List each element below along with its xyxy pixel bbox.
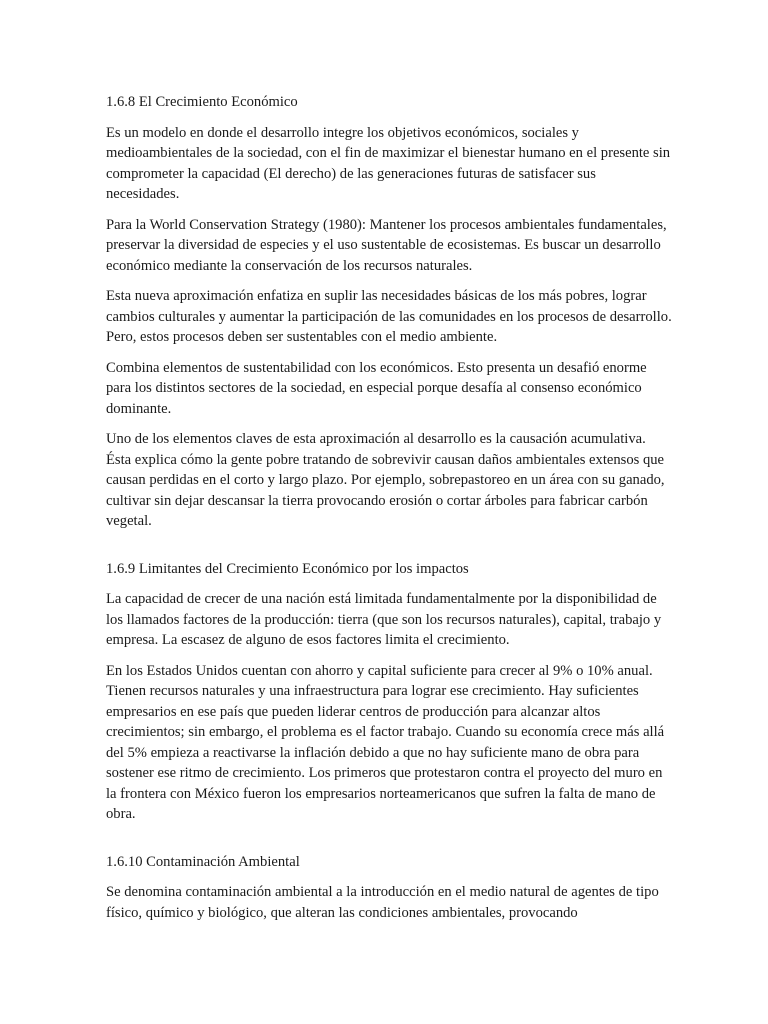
section-heading: 1.6.8 El Crecimiento Económico [106,94,298,110]
paragraph: Es un modelo en donde el desarrollo integre los objetivos económicos, sociales y medioambientales de la sociedad, con el fin de maximizar el bienestar humano en el presente sin comprometer la capacidad (El derecho) de las generaciones futuras de satisfacer sus necesidades. [106,124,671,202]
paragraph: La capacidad de crecer de una nación está limitada fundamentalmente por la disponibilidad de los llamados factores de la producción: tierra (que son los recursos naturales), capital, trabajo y empresa. La escasez de alguno de esos factores limita el crecimiento. [106,591,662,648]
paragraph: Para la World Conservation Strategy (1980): Mantener los procesos ambientales fundamentales, preservar la diversidad de especies y el uso sustentable de ecosistemas. Es buscar un desarrollo económico mediante la conservación de los recursos naturales. [106,216,667,274]
section-1-6-10 [106,852,672,924]
paragraph: Esta nueva aproximación enfatiza en suplir las necesidades básicas de los más pobres, lograr cambios culturales y aumentar la participación de las comunidades en los procesos de desarrollo. Pero, estos procesos deben ser sustentables con el medio ambiente. [106,288,672,345]
document-page [106,92,672,933]
section-heading: 1.6.10 Contaminación Ambiental [106,853,300,870]
paragraph: En los Estados Unidos cuentan con ahorro y capital suficiente para crecer al 9% o 10% anual. Tienen recursos naturales y una infraestructura para lograr ese crecimiento. Hay suficientes empresarios en ese país que pueden liderar centros de producción para alcanzar altos crecimientos; sin embargo, el problema es el factor trabajo. Cuando su economía crece más allá del 5% empieza a reactivarse la inflación debido a que no hay suficiente mano de obra para sostener ese ritmo de crecimiento. Los primeros que protestaron contra el proyecto del muro en la frontera con México fueron los empresarios norteamericanos que sufren la falta de mano de obra. [106,662,665,822]
paragraph: Combina elementos de sustentabilidad con los económicos. Esto presenta un desafió enorme para los distintos sectores de la sociedad, en especial porque desafía al consenso económico dominante. [106,359,647,417]
section-1-6-8 [106,92,672,532]
paragraph: Se denomina contaminación ambiental a la introducción en el medio natural de agentes de tipo físico, químico y biológico, que alteran las condiciones ambientales, provocando [106,884,659,921]
section-1-6-9 [106,559,672,825]
paragraph: Uno de los elementos claves de esta aproximación al desarrollo es la causación acumulativa. Ésta explica cómo la gente pobre tratando de sobrevivir causan daños ambientales extensos que causan perdidas en el corto y largo plazo. Por ejemplo, sobrepastoreo en un área con su ganado, cultivar sin dejar descansar la tierra provocando erosión o cortar árboles para fabricar carbón vegetal. [106,431,665,529]
section-heading: 1.6.9 Limitantes del Crecimiento Económico por los impactos [106,560,469,577]
